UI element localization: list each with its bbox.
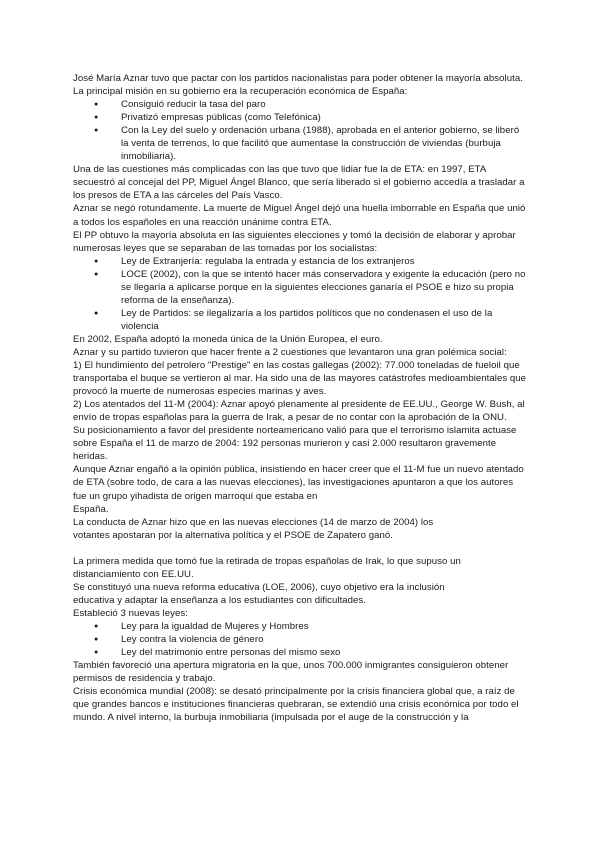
list-item: ● Consiguió reducir la tasa del paro: [121, 98, 528, 111]
list-item: ● Con la Ley del suelo y ordenación urbana (1988), aprobada en el anterior gobierno, se liberó la venta de terrenos, lo que facilitó que aumentase la construcción de viviendas (burbuja inmobiliaria).: [121, 124, 528, 163]
bullet-list: [73, 255, 528, 333]
paragraph: 1) El hundimiento del petrolero "Prestige" en las costas gallegas (2002): 77.000 toneladas de fueloil que transportaba el buque se vertieron al mar. Ha sido una de las mayores catástrofes medioambientales que provocó la muerte de numerosas especies marinas y aves.: [73, 360, 527, 398]
paragraph: Aunque Aznar engañó a la opinión pública, insistiendo en hacer creer que el 11-M fue un nuevo atentado de ETA (sobre todo, de cara a las nuevas elecciones), las investigaciones apuntaron a que los autores fue un grupo yihadista de origen marroquí que estaba en: [73, 464, 524, 502]
paragraph: El PP obtuvo la mayoría absoluta en las siguientes elecciones y tomó la decisión de elaborar y aprobar numerosas leyes que se separaban de las tomadas por los socialistas:: [73, 229, 516, 254]
list-item: ● Ley de Partidos: se ilegalizaría a los partidos políticos que no condenasen el uso de la violencia: [121, 307, 528, 333]
list-item: ● Privatizó empresas públicas (como Telefónica): [121, 111, 528, 124]
paragraph: votantes apostaran por la alternativa política y el PSOE de Zapatero ganó.: [73, 529, 393, 541]
list-item: ● LOCE (2002), con la que se intentó hacer más conservadora y exigente la educación (pero no se llegaría a aplicarse porque en la siguientes elecciones ganaría el PSOE e hizo su propia reforma de la enseñanza).: [121, 268, 528, 307]
paragraph: La primera medida que tomó fue la retirada de tropas españolas de Irak, lo que supuso un distanciamiento con EE.UU.: [73, 555, 461, 580]
list-item: ● Ley de Extranjería: regulaba la entrada y estancia de los extranjeros: [121, 255, 528, 268]
bullet-list: [73, 98, 528, 163]
paragraph: Crisis económica mundial (2008): se desató principalmente por la crisis financiera global que, a raíz de que grandes bancos e instituciones financieras quebraran, se extendió una crisis económica por todo el mundo. A nivel interno, la burbuja inmobiliaria (impulsada por el auge de la construcción y la: [73, 686, 519, 724]
bullet-list: [73, 620, 528, 659]
blank-line: [73, 542, 528, 555]
paragraph: José María Aznar tuvo que pactar con los partidos nacionalistas para poder obtener la mayoría absoluta.: [73, 73, 523, 84]
paragraph: También favoreció una apertura migratoria en la que, unos 700.000 inmigrantes consiguieron obtener permisos de residencia y trabajo.: [73, 660, 509, 685]
list-item: ● Ley del matrimonio entre personas del mismo sexo: [121, 646, 528, 659]
list-item: ● Ley para la igualdad de Mujeres y Hombres: [121, 620, 528, 633]
paragraph: Se constituyó una nueva reforma educativa (LOE, 2006), cuyo objetivo era la inclusión: [73, 581, 445, 593]
paragraph: En 2002, España adoptó la moneda única de la Unión Europea, el euro.: [73, 333, 383, 345]
paragraph: La principal misión en su gobierno era la recuperación económica de España:: [73, 86, 408, 98]
paragraph: Una de las cuestiones más complicadas con las que tuvo que lidiar fue la de ETA: en 1997, ETA secuestró al concejal del PP, Miguel Ángel Blanco, que sería liberado si el gobierno accedía a trasladar a los presos de ETA a las cárceles del País Vasco.: [73, 164, 525, 202]
paragraph: Su posicionamiento a favor del presidente norteamericano valió para que el terrorismo islamita actuase sobre España el 11 de marzo de 2004: 192 personas murieron y casi 2.000 resultaron gravemente heridas.: [73, 425, 517, 463]
paragraph: educativa y adaptar la enseñanza a los estudiantes con dificultades.: [73, 594, 367, 606]
paragraph: Aznar se negó rotundamente. La muerte de Miguel Ángel dejó una huella imborrable en España que unió a todos los españoles en una reacción unánime contra ETA.: [73, 203, 526, 228]
paragraph: 2) Los atentados del 11-M (2004): Aznar apoyó plenamente al presidente de EE.UU., George W. Bush, al envío de tropas españolas para la guerra de Irak, a pesar de no contar con la aprobación de la ONU.: [73, 399, 525, 424]
paragraph: Aznar y su partido tuvieron que hacer frente a 2 cuestiones que levantaron una gran polémica social:: [73, 346, 507, 358]
document-body: [73, 72, 528, 724]
paragraph: La conducta de Aznar hizo que en las nuevas elecciones (14 de marzo de 2004) los: [73, 516, 434, 528]
list-item: ● Ley contra la violencia de género: [121, 633, 528, 646]
paragraph: Estableció 3 nuevas leyes:: [73, 607, 188, 619]
paragraph: España.: [73, 503, 109, 515]
